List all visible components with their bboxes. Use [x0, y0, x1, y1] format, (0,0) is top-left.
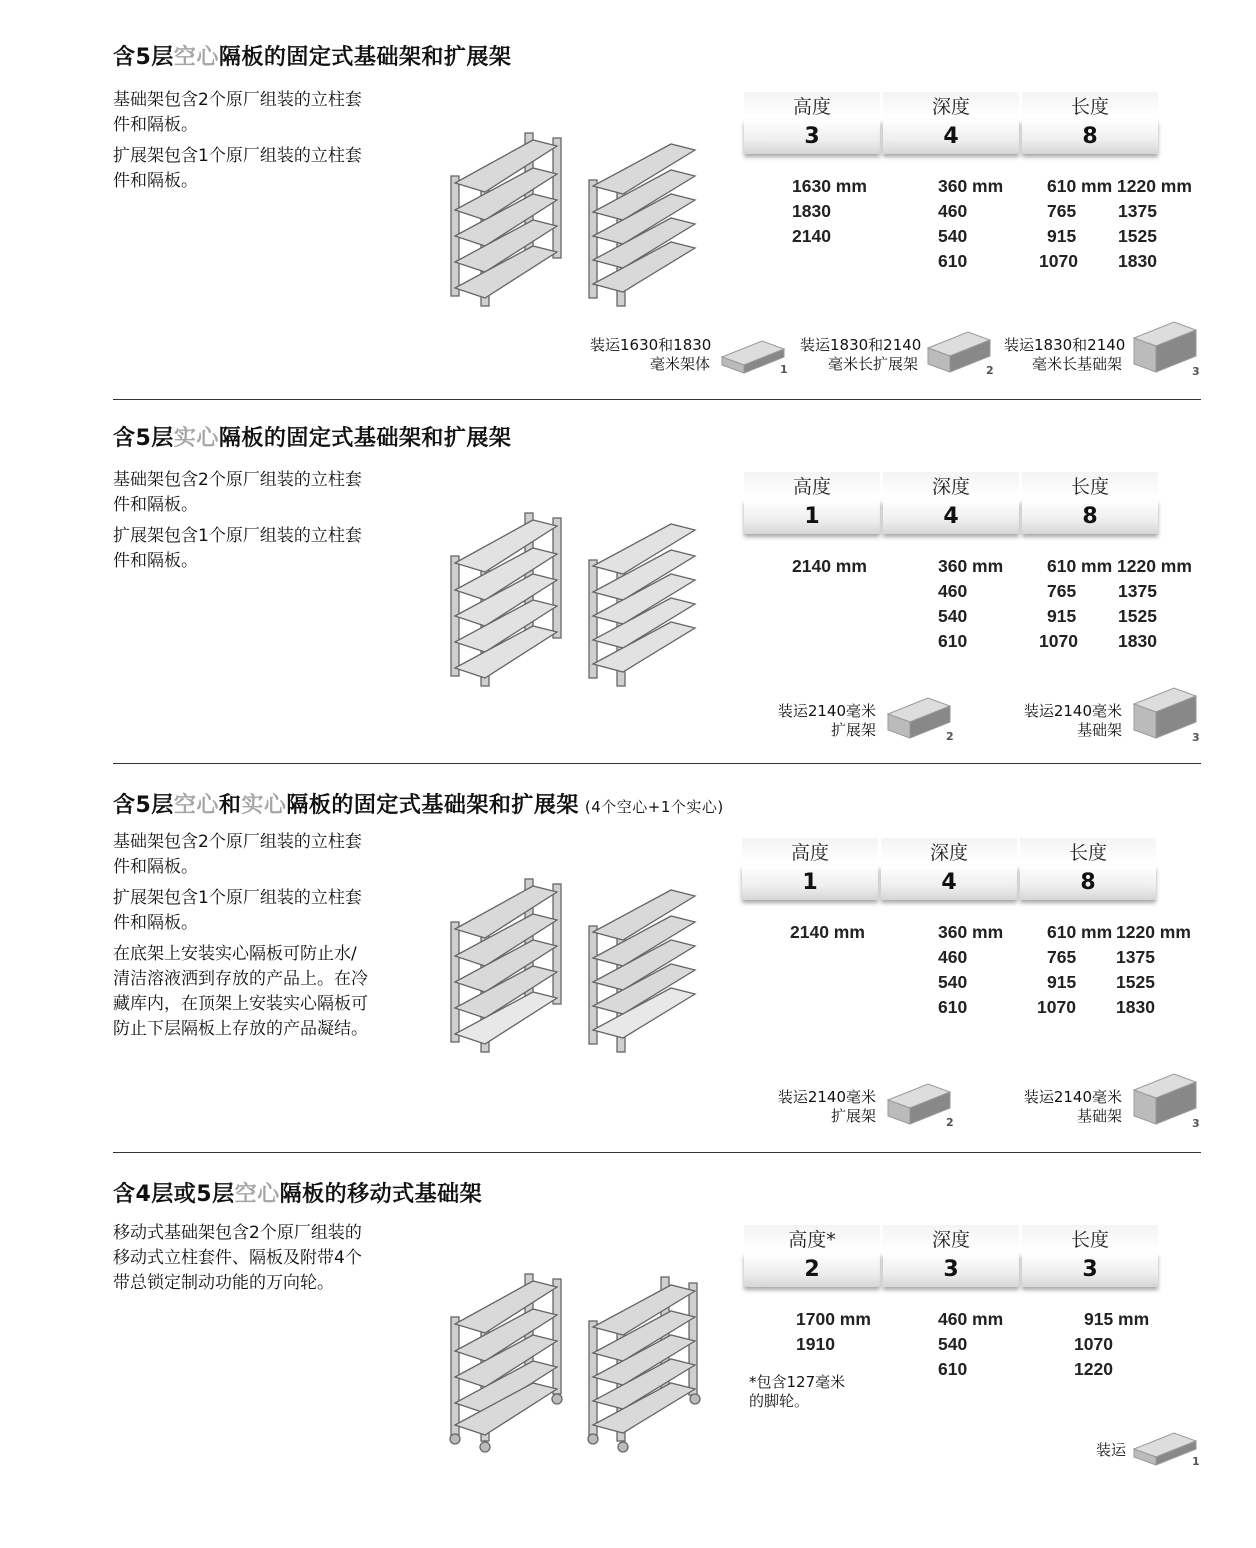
svg-text:3: 3	[1192, 1117, 1200, 1130]
length-value: 1830	[1116, 997, 1155, 1017]
height-value: 2140 mm	[790, 922, 865, 942]
description-extension: 扩展架包含1个原厂组装的立柱套件和隔板。	[113, 888, 362, 933]
shipping-box-icon	[1130, 686, 1202, 744]
length-value: 1070	[1074, 1334, 1113, 1354]
shipping-box-icon	[1130, 1072, 1202, 1130]
section-hollow-fixed	[0, 0, 1256, 400]
length-value: 610 mm	[1047, 176, 1113, 196]
svg-text:2: 2	[986, 364, 994, 377]
length-value: 1220 mm	[1117, 176, 1192, 196]
count-depth: 4	[883, 500, 1019, 534]
svg-text:2: 2	[946, 1116, 954, 1129]
depth-value: 540	[938, 972, 968, 992]
length-value: 765	[1047, 201, 1077, 221]
height-value: 2140 mm	[792, 556, 867, 576]
section-description	[113, 830, 373, 1048]
section-title: 含5层实心隔板的固定式基础架和扩展架	[113, 426, 512, 451]
caster-footnote: *包含127毫米 的脚轮。	[749, 1373, 846, 1410]
depth-value: 540	[938, 1334, 968, 1354]
length-value: 765	[1047, 581, 1077, 601]
shipping-box-icon	[1130, 320, 1202, 378]
description-base: 基础架包含2个原厂组装的立柱套件和隔板。	[113, 90, 362, 135]
count-depth: 4	[883, 120, 1019, 154]
header-height: 高度*	[744, 1225, 880, 1251]
section-title: 含5层空心隔板的固定式基础架和扩展架	[113, 45, 512, 70]
length-value: 915 mm	[1084, 1309, 1150, 1329]
svg-text:1: 1	[1192, 1455, 1200, 1468]
shipping-box-icon	[924, 328, 996, 378]
spec-table	[742, 472, 1192, 662]
shipping-label: 装运2140毫米 基础架	[1023, 702, 1122, 739]
description-note: 在底架上安装实心隔板可防止水/清洁溶液洒到存放的产品上。在冷藏库内，在顶架上安装实心隔板可防止下层隔板上存放的产品凝结。	[113, 944, 368, 1039]
header-height: 高度	[744, 92, 880, 118]
length-value: 915	[1047, 606, 1077, 626]
length-value: 1070	[1037, 997, 1076, 1017]
length-value: 1525	[1118, 226, 1157, 246]
length-value: 1070	[1039, 631, 1078, 651]
length-value: 1220	[1074, 1359, 1113, 1379]
section-description	[113, 1221, 369, 1302]
header-length: 长度	[1020, 838, 1156, 864]
mobile-rack-illustration	[443, 1269, 713, 1459]
section-description	[113, 468, 373, 580]
description-extension: 扩展架包含1个原厂组装的立柱套件和隔板。	[113, 146, 362, 191]
length-value: 1220 mm	[1117, 556, 1192, 576]
depth-value: 360 mm	[938, 556, 1004, 576]
spec-table	[742, 92, 1192, 282]
count-depth: 3	[883, 1253, 1019, 1287]
shelf-rack-illustration	[443, 128, 703, 313]
count-length: 8	[1022, 120, 1158, 154]
shipping-label: 装运2140毫米 扩展架	[777, 702, 876, 739]
shipping-label: 装运2140毫米 基础架	[1023, 1088, 1122, 1125]
header-depth: 深度	[883, 92, 1019, 118]
length-value: 915	[1047, 226, 1077, 246]
shipping-label: 装运1830和2140 毫米长基础架	[1004, 336, 1126, 373]
length-value: 1525	[1116, 972, 1155, 992]
depth-value: 360 mm	[938, 176, 1004, 196]
section-title: 含5层空心和实心隔板的固定式基础架和扩展架 (4个空心+1个实心)	[113, 793, 724, 818]
shelf-rack-illustration	[443, 508, 703, 693]
shipping-label: 装运2140毫米 扩展架	[777, 1088, 876, 1125]
height-value: 1630 mm	[792, 176, 867, 196]
description-base: 基础架包含2个原厂组装的立柱套件和隔板。	[113, 832, 362, 877]
count-height: 1	[744, 500, 880, 534]
header-length: 长度	[1022, 92, 1158, 118]
height-value: 1910	[796, 1334, 835, 1354]
depth-value: 460	[938, 581, 968, 601]
depth-value: 460	[938, 201, 968, 221]
svg-text:1: 1	[780, 363, 788, 376]
depth-value: 460	[938, 947, 968, 967]
count-length: 3	[1022, 1253, 1158, 1287]
height-value: 1700 mm	[796, 1309, 871, 1329]
shipping-label: 装运1830和2140 毫米长扩展架	[800, 336, 922, 373]
header-height: 高度	[744, 472, 880, 498]
shipping-box-icon	[718, 335, 790, 377]
length-value: 1375	[1116, 947, 1155, 967]
length-value: 915	[1047, 972, 1077, 992]
depth-value: 610	[938, 631, 968, 651]
length-value: 1830	[1118, 251, 1157, 271]
count-length: 8	[1020, 866, 1156, 900]
shipping-box-icon	[884, 694, 956, 744]
header-height: 高度	[742, 838, 878, 864]
depth-value: 610	[938, 997, 968, 1017]
depth-value: 460 mm	[938, 1309, 1004, 1329]
depth-value: 610	[938, 251, 968, 271]
description-extension: 扩展架包含1个原厂组装的立柱套件和隔板。	[113, 526, 362, 571]
shipping-label: 装运	[1095, 1441, 1126, 1459]
length-value: 765	[1047, 947, 1077, 967]
length-value: 1830	[1118, 631, 1157, 651]
spec-table	[742, 838, 1191, 1028]
header-depth: 深度	[883, 1225, 1019, 1251]
count-depth: 4	[881, 866, 1017, 900]
length-value: 1375	[1118, 581, 1157, 601]
count-length: 8	[1022, 500, 1158, 534]
shelf-rack-illustration	[443, 874, 703, 1059]
section-description	[113, 88, 373, 200]
section-mixed-fixed	[0, 764, 1256, 1152]
shipping-box-icon	[884, 1080, 956, 1130]
length-value: 1525	[1118, 606, 1157, 626]
shipping-label: 装运1630和1830 毫米架体	[590, 336, 712, 373]
description-mobile: 移动式基础架包含2个原厂组装的移动式立柱套件、隔板及附带4个带总锁定制动功能的万向轮。	[113, 1223, 362, 1293]
header-length: 长度	[1022, 472, 1158, 498]
description-base: 基础架包含2个原厂组装的立柱套件和隔板。	[113, 470, 362, 515]
section-solid-fixed	[0, 400, 1256, 764]
svg-text:2: 2	[946, 730, 954, 743]
height-value: 1830	[792, 201, 831, 221]
header-length: 长度	[1022, 1225, 1158, 1251]
count-height: 3	[744, 120, 880, 154]
svg-text:3: 3	[1192, 365, 1200, 378]
header-depth: 深度	[881, 838, 1017, 864]
section-mobile	[0, 1153, 1256, 1548]
count-height: 2	[744, 1253, 880, 1287]
length-value: 1375	[1118, 201, 1157, 221]
depth-value: 360 mm	[938, 922, 1004, 942]
length-value: 610 mm	[1047, 922, 1113, 942]
section-title: 含4层或5层空心隔板的移动式基础架	[113, 1182, 483, 1207]
shipping-box-icon	[1130, 1427, 1202, 1469]
length-value: 610 mm	[1047, 556, 1113, 576]
depth-value: 540	[938, 226, 968, 246]
length-value: 1220 mm	[1116, 922, 1191, 942]
depth-value: 610	[938, 1359, 968, 1379]
height-value: 2140	[792, 226, 831, 246]
count-height: 1	[742, 866, 878, 900]
header-depth: 深度	[883, 472, 1019, 498]
length-value: 1070	[1039, 251, 1078, 271]
depth-value: 540	[938, 606, 968, 626]
svg-text:3: 3	[1192, 731, 1200, 744]
